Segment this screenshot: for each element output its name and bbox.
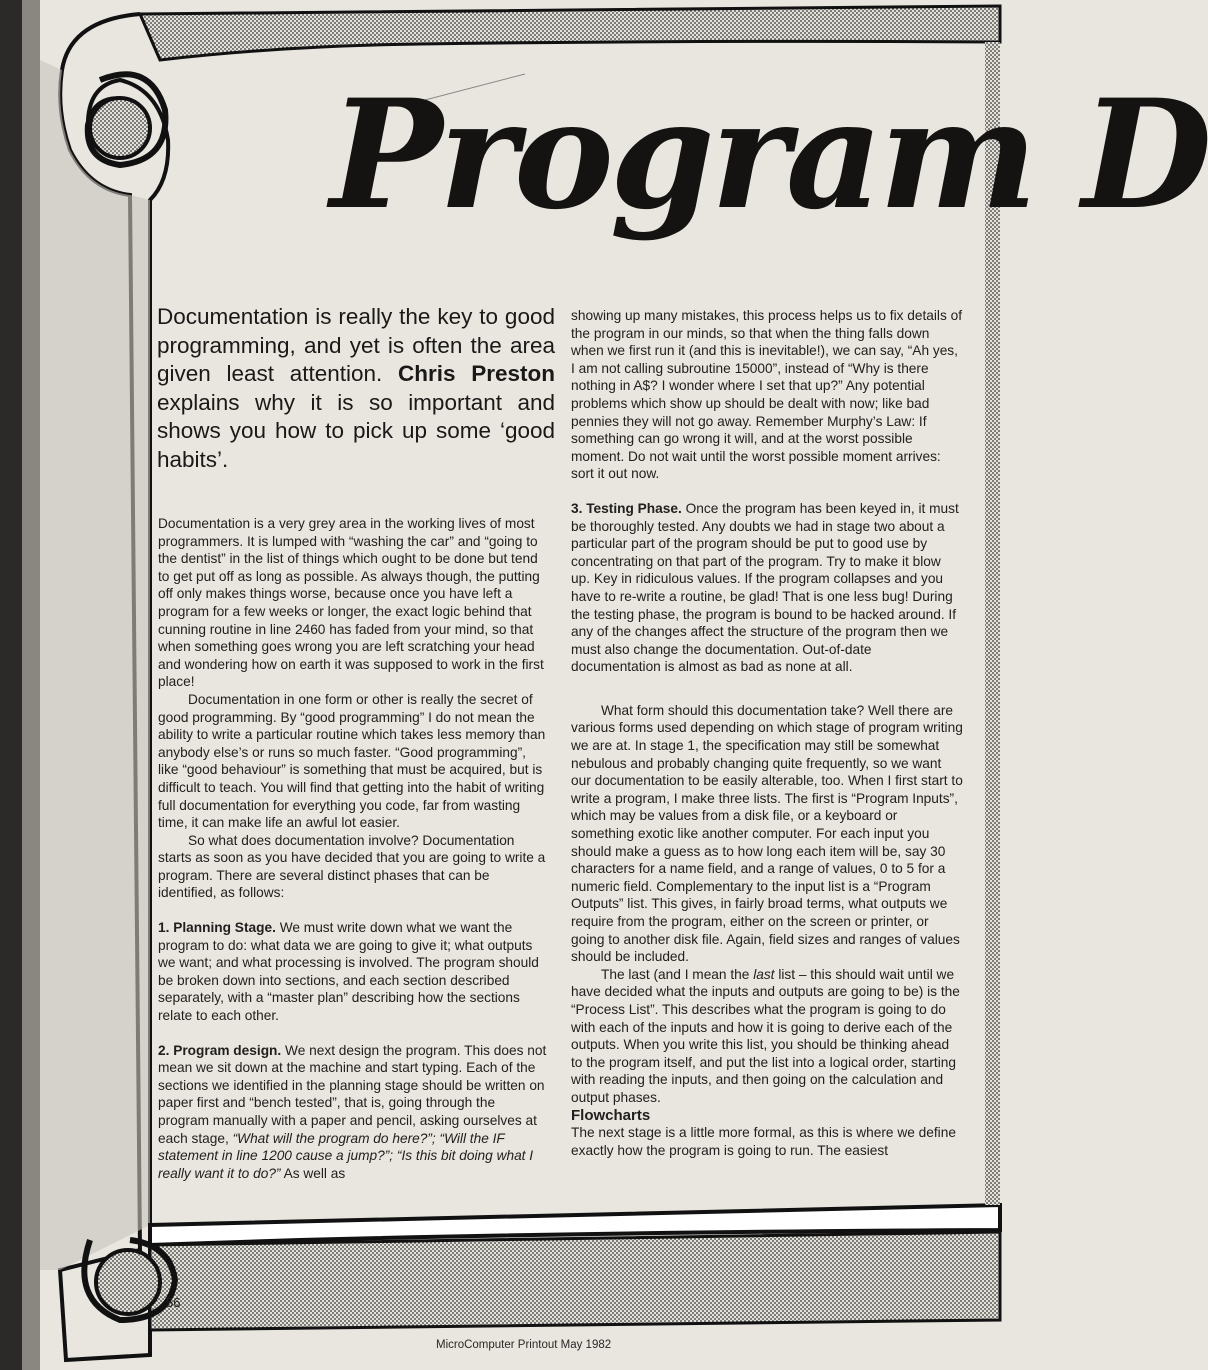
list-item-text: Once the program has been keyed in, it must be thoroughly tested. Any doubts we had in stage two about a particular part of the program should be put to good use by concentrating on that part of the program. Try to make it blow up. Key in ridiculous values. If the program collapses and you have to re-write a routine, be glad! That is one less bug! During the testing phase, the program is bound to be hacked around. If any of the changes affect the structure of the program then we must also change the documentation. Out-of-date documentation is almost as bad as none at all. bbox=[571, 500, 959, 675]
paragraph: The next stage is a little more formal, as this is where we define exactly how the program is going to run. The easiest bbox=[571, 1125, 956, 1158]
page-number: 56 bbox=[166, 1295, 181, 1310]
list-item-lead: 3. Testing Phase. bbox=[571, 500, 682, 516]
paragraph-emphasis: last bbox=[753, 966, 775, 982]
paragraph: So what does documentation involve? Documentation starts as soon as you have decided that you are going to write a program. There are several distinct phases that can be identified, as follows: bbox=[158, 832, 546, 901]
article-title: Program D bbox=[330, 67, 1208, 243]
standfirst bbox=[157, 303, 555, 475]
standfirst-text: Documentation is really the key to good programming, and yet is often the area given least attention. bbox=[157, 304, 555, 387]
author-name: Chris Preston bbox=[398, 361, 555, 387]
paragraph-text: list – this should wait until we have decided what the inputs and outputs are going to be) is the “Process List”. This describes what the program is going to do with each of the inputs and how it is going to derive each of the outputs. When you write this list, you should be thinking ahead to the program itself, and put the list into a logical order, starting with reading the inputs, and then going on the calculation and output phases. bbox=[571, 966, 960, 1105]
body-column-right bbox=[571, 307, 963, 1159]
standfirst-text-continued: explains why it is so important and shows you how to pick up some ‘good habits’. bbox=[157, 389, 555, 472]
body-column-left bbox=[158, 515, 548, 1182]
list-item-lead: 1. Planning Stage. bbox=[158, 920, 276, 936]
footer-publication: MicroComputer Printout May 1982 bbox=[436, 1339, 612, 1351]
paragraph: showing up many mistakes, this process helps us to fix details of the program in our minds, so that when the thing falls down when we first run it (and this is inevitable!), we can say, “Ah yes, I am not calling subroutine 15000”, instead of “Why is there nothing in A$? I wonder where I set that up?” Any potential problems which show up should be dealt with now; like bad pennies they will not go away. Remember Murphy’s Law: If something can go wrong it will, and at the worst possible moment. Do not wait until the worst possible moment arrives: sort it out now. bbox=[571, 308, 963, 482]
paragraph: What form should this documentation take? Well there are various forms used depending on which stage of program writing we are at. In stage 1, the specification may still be somewhat nebulous and probably changing quite frequently, so we want our documentation to be easily alterable, too. When I first start to write a program, I make three lists. The first is “Program Inputs”, which may be values from a disk file, or a keyboard or something exotic like another computer. For each input you should make a guess as to how long each item will be, say 30 characters for a name field, and a range of values, 0 to 5 for a numeric field. Complementary to the input list is a “Program Outputs” list. This gives, in fairly broad terms, what outputs we require from the program, either on the screen or printer, or going to another disk file. Again, field sizes and ranges of values should be included. bbox=[571, 702, 963, 965]
list-item-design bbox=[158, 1042, 548, 1183]
paragraph-text: The last (and I mean the bbox=[601, 966, 750, 982]
list-item-testing bbox=[571, 500, 963, 676]
paragraph: Documentation in one form or other is really the secret of good programming. By “good programming” I do not mean the ability to write a particular routine which takes less memory than anybody else’s or runs so much faster. “Good programming”, like “good behaviour” is something that must be acquired, but is difficult to teach. You will find that getting into the habit of writing full documentation for everything you code, far from wasting time, it can make life an awful lot easier. bbox=[158, 691, 546, 831]
list-item-lead: 2. Program design. bbox=[158, 1042, 282, 1058]
list-item-italic: “What will the program do here?”; “Will the IF statement in line 1200 cause a jump?”; “Is this bit doing what I really want it to do?” bbox=[158, 1130, 534, 1181]
list-item-tail: As well as bbox=[283, 1165, 346, 1181]
list-item-planning bbox=[158, 919, 548, 1025]
section-heading: Flowcharts bbox=[571, 1106, 651, 1124]
list-item-text: We must write down what we want the program to do: what data we are going to give it; what outputs we want; and what processing is involved. The program should be broken down into sections, and each section described separately, with a “master plan” describing how the sections relate to each other. bbox=[158, 920, 539, 1024]
paragraph: Documentation is a very grey area in the working lives of most programmers. It is lumped with “washing the car” and “going to the dentist” in the list of things which ought to be done but tend to get put off as long as possible. As always though, the putting off only makes things worse, because once you have left a program for a few weeks or longer, the exact logic behind that cunning routine in line 2460 has faded from your mind, so that when something goes wrong you are left scratching your head and wondering how on earth it was supposed to work in the first place! bbox=[158, 516, 544, 690]
paragraph-process-list bbox=[571, 966, 963, 1107]
list-item-text: We next design the program. This does not mean we sit down at the machine and start typing. Each of the sections we identified in the planning stage should be written on paper first and “bench tested”, that is, going through the program manually with a paper and pencil, asking ourselves at each stage, bbox=[158, 1042, 547, 1146]
